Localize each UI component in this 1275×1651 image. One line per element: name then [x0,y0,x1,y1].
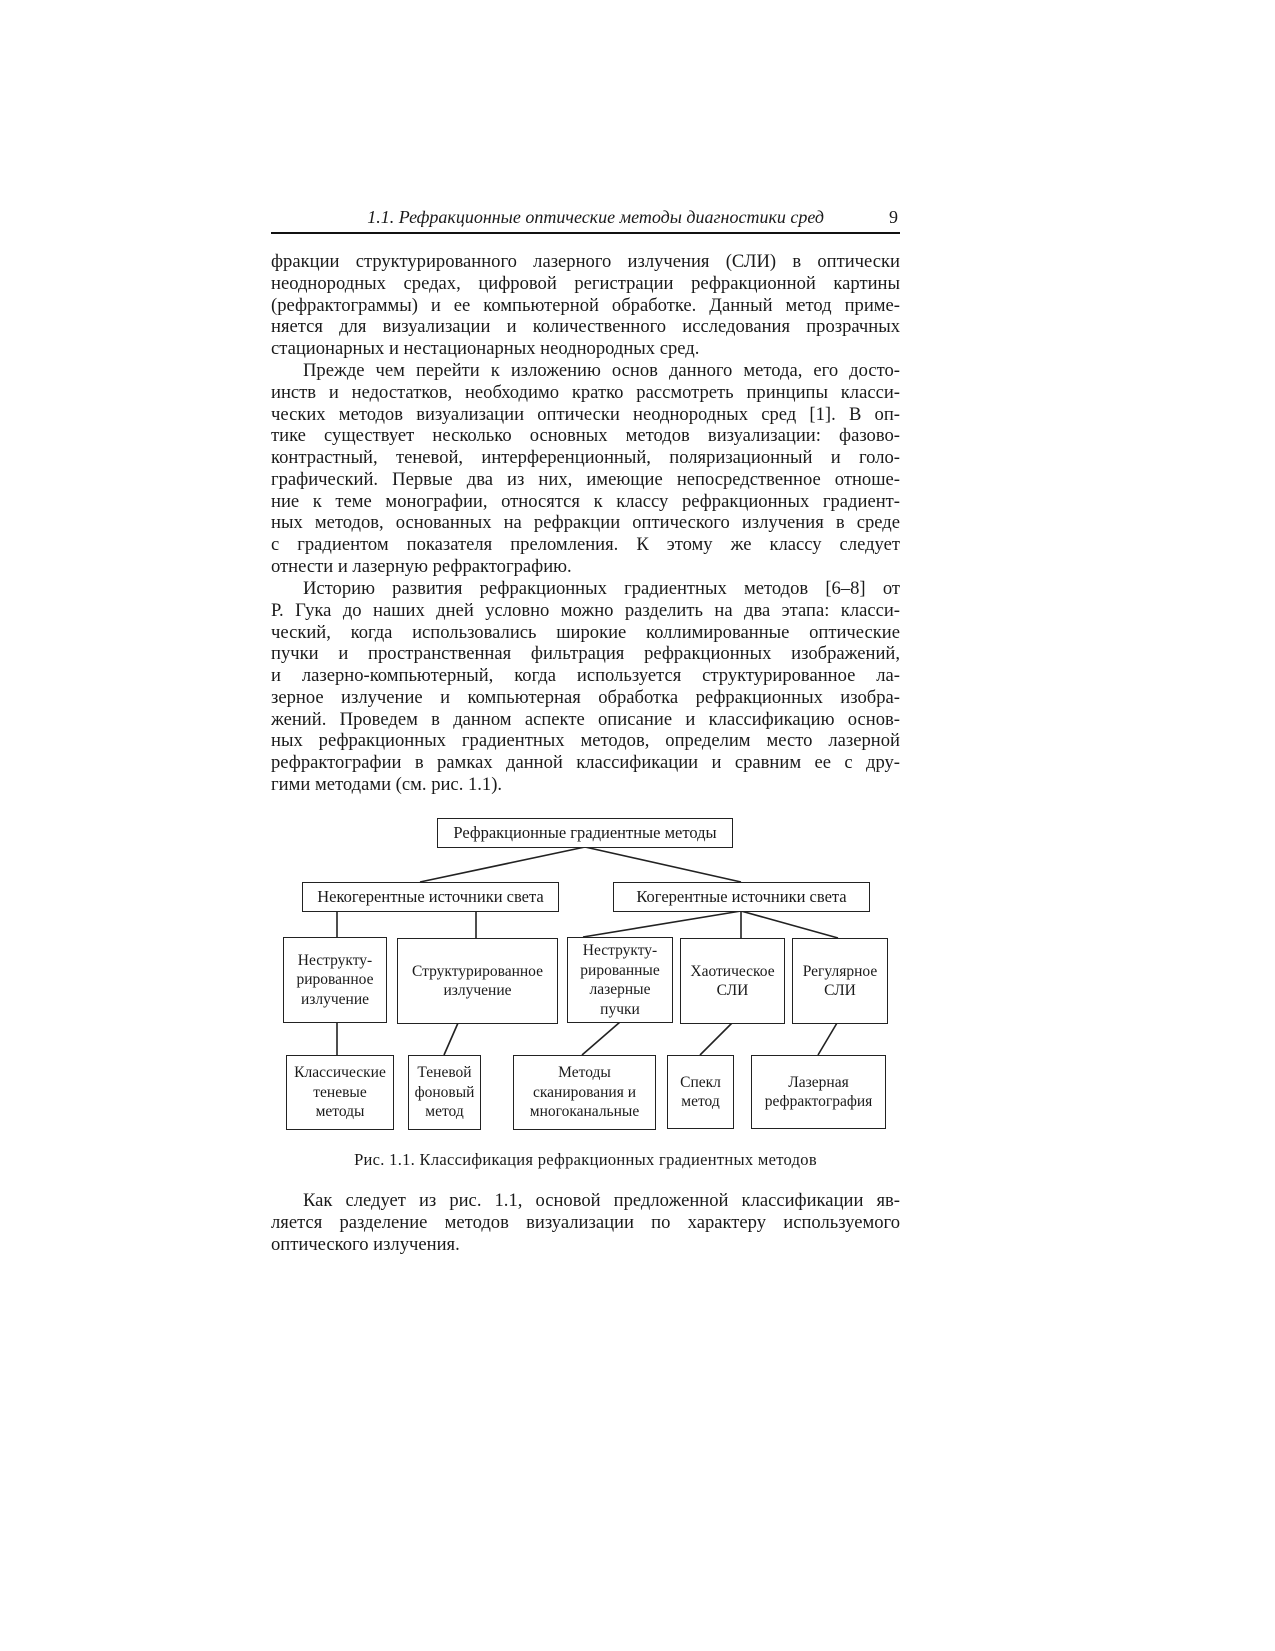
text-line: фракции структурированного лазерного излучения (СЛИ) в оптически [271,251,900,272]
text-line: Историю развития рефракционных градиентных методов [6–8] от [303,578,900,599]
figure-caption: Рис. 1.1. Классификация рефракционных градиентных методов [354,1150,817,1169]
text-line: ние к теме монографии, относятся к классу рефракционных градиент- [271,490,900,512]
text-line: ляется разделение методов визуализации по характеру используемого [271,1211,900,1233]
text-line: оптического излучения. [271,1233,460,1255]
text-line: ных рефракционных градиентных методов, определим место лазерной [271,730,900,752]
text-line: графический. Первые два из них, имеющие непосредственное отноше- [271,468,900,490]
text-line: неоднородных средах, цифровой регистрации рефракционной картины [271,272,900,294]
text-line: ных методов, основанных на рефракции оптического излучения в среде [271,512,900,534]
text-line: жений. Проведем в данном аспекте описание и классификацию основ- [271,708,900,730]
connector-line [420,847,585,882]
text-line: Прежде чем перейти к изложению основ данного метода, его досто- [303,360,900,381]
text-line: ческих методов визуализации оптически неоднородных сред [1]. В оп- [271,403,900,425]
text-line: няется для визуализации и количественного исследования прозрачных [271,316,900,338]
node-structured-radiation: Структурированное излучение [397,938,558,1024]
node-regular-sli: Регулярное СЛИ [792,938,888,1024]
node-incoherent: Некогерентные источники света [302,882,559,912]
node-coherent: Когерентные источники света [613,882,870,912]
text-line: тике существует несколько основных методов визуализации: фазово- [271,425,900,447]
text-line: пучки и пространственная фильтрация рефракционных изображений, [271,643,900,665]
connector-line [818,1023,837,1055]
connector-line [585,847,741,882]
node-unstructured-radiation: Неструкту- рированное излучение [283,937,387,1023]
page-number: 9 [889,207,898,227]
connector-line [583,911,741,937]
connector-line [741,911,838,938]
node-chaotic-sli: Хаотическое СЛИ [680,938,785,1024]
connector-line [700,1023,732,1055]
node-root: Рефракционные градиентные методы [437,818,733,848]
node-laser-refractography: Лазерная рефрактография [751,1055,886,1129]
connector-line [444,1023,458,1055]
node-scanning-multichannel: Методы сканирования и многоканальные [513,1055,656,1130]
node-speckle-method: Спекл метод [667,1055,734,1129]
text-line: Как следует из рис. 1.1, основой предложенной классификации яв- [303,1190,900,1211]
text-line: гими методами (см. рис. 1.1). [271,773,503,795]
header-title: 1.1. Рефракционные оптические методы диагностики сред [367,207,824,227]
text-line: контрастный, теневой, интерференционный, поляризационный и голо- [271,447,900,468]
node-classical-shadow-methods: Классические теневые методы [286,1055,394,1130]
text-line: стационарных и нестационарных неоднородных сред. [271,338,700,359]
text-line: отнести и лазерную рефрактографию. [271,555,572,577]
text-line: с градиентом показателя преломления. К этому же классу следует [271,534,900,555]
text-line: рефрактографии в рамках данной классификации и сравним ее с дру- [271,752,900,773]
text-line: Р. Гука до наших дней условно можно разделить на два этапа: класси- [271,599,900,621]
text-line: ческий, когда использовались широкие коллимированные оптические [271,621,900,643]
node-unstructured-laser-beams: Неструкту- рированные лазерные пучки [567,937,673,1023]
text-line: (рефрактограммы) и ее компьютерной обработке. Данный метод приме- [271,294,900,316]
text-line: зерное излучение и компьютерная обработка рефракционных изобра- [271,686,900,708]
text-line: инств и недостатков, необходимо кратко рассмотреть принципы класси- [271,381,900,403]
node-background-shadow-method: Теневой фоновый метод [408,1055,481,1130]
text-line: и лазерно-компьютерный, когда используется структурированное ла- [271,665,900,686]
connector-line [582,1022,620,1055]
